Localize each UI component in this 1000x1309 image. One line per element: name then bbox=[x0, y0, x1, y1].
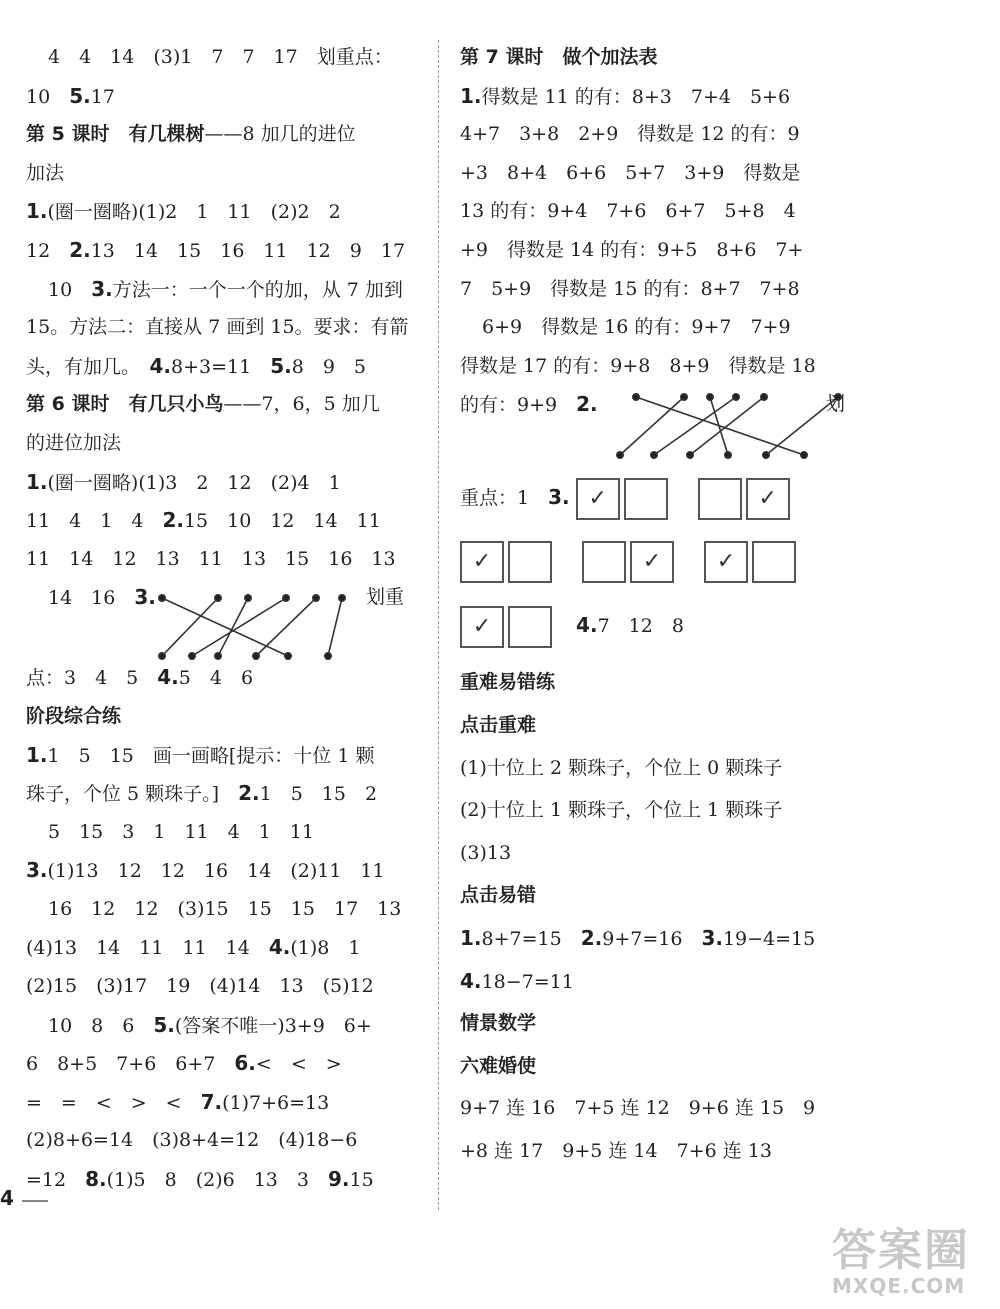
item-number: 3. bbox=[548, 485, 570, 510]
line-text: 16 12 12 (3)15 15 15 17 13 bbox=[48, 897, 402, 920]
line-text: 6 8+5 7+6 6+7 bbox=[26, 1053, 235, 1076]
line-text: 8 9 5 bbox=[291, 355, 367, 378]
connector-line bbox=[710, 397, 728, 455]
text-line bbox=[26, 890, 421, 929]
check-box: ✓ bbox=[746, 478, 790, 520]
lesson-title-sub: 加法 bbox=[26, 161, 65, 184]
subsection-title bbox=[460, 1047, 860, 1086]
text-line bbox=[26, 231, 421, 270]
text-line bbox=[26, 774, 421, 813]
lesson-title-sub: ——7，6，5 加几 bbox=[223, 393, 380, 416]
text-line bbox=[460, 154, 860, 193]
line-text: 13 14 15 16 11 12 9 17 bbox=[90, 239, 406, 262]
check-box: ✓ bbox=[630, 541, 674, 583]
text-line bbox=[26, 967, 421, 1006]
watermark-logo bbox=[832, 1214, 992, 1304]
line-text: (1)十位上 2 颗珠子，个位上 0 颗珠子 bbox=[460, 756, 783, 779]
item-number: 5. bbox=[69, 83, 91, 108]
dot bbox=[687, 452, 693, 458]
item-number: 4. bbox=[576, 613, 598, 638]
text-line bbox=[460, 270, 860, 309]
line-text: 10 8 6 bbox=[48, 1014, 154, 1037]
text-line bbox=[26, 928, 421, 967]
dot bbox=[313, 595, 319, 601]
item-number: 2. bbox=[238, 781, 260, 806]
connector-line bbox=[636, 397, 804, 455]
item-number: 6. bbox=[234, 1051, 256, 1076]
connector-line bbox=[162, 598, 218, 656]
subsection-title bbox=[460, 876, 860, 915]
item-number: 5. bbox=[153, 1012, 175, 1037]
item-number: 1. bbox=[460, 83, 482, 108]
check-box-row bbox=[460, 529, 860, 593]
connector-line bbox=[654, 397, 736, 455]
line-text: +9 得数是 14 的有：9+5 8+6 7+ bbox=[460, 238, 804, 261]
line-text: 18−7=11 bbox=[481, 970, 574, 993]
item-number: 4. bbox=[157, 665, 179, 690]
text-line bbox=[460, 749, 860, 788]
page-number-rule bbox=[22, 1200, 48, 1202]
check-box: ✓ bbox=[576, 478, 620, 520]
connector-line bbox=[690, 397, 764, 455]
line-text: 1 5 15 画一画略[提示：十位 1 颗 bbox=[47, 744, 375, 767]
check-box bbox=[582, 541, 626, 583]
item-number: 2. bbox=[162, 508, 184, 533]
connector-line bbox=[192, 598, 286, 656]
text-line bbox=[26, 1006, 421, 1045]
dot bbox=[617, 452, 623, 458]
section-title-text: 重难易错练 bbox=[460, 671, 556, 694]
text-line bbox=[460, 77, 860, 116]
dot bbox=[159, 595, 165, 601]
line-text: 12 bbox=[26, 239, 70, 262]
text-line bbox=[26, 77, 421, 116]
line-text: 珠子，个位 5 颗珠子。] bbox=[26, 783, 239, 806]
subsection-title-text: 点击重难 bbox=[460, 713, 537, 736]
text-line bbox=[460, 834, 860, 873]
text-line bbox=[26, 540, 421, 579]
line-text: 14 16 bbox=[48, 587, 135, 610]
line-text: 点：3 4 5 bbox=[26, 667, 158, 690]
line-text: 方法一：一个一个的加，从 7 加到 bbox=[112, 278, 403, 301]
dot bbox=[633, 394, 639, 400]
dot bbox=[215, 595, 221, 601]
dot bbox=[801, 452, 807, 458]
line-text: 5 4 6 bbox=[178, 667, 254, 690]
line-text: 8+7=15 bbox=[481, 927, 581, 950]
text-line bbox=[460, 231, 860, 270]
dot bbox=[651, 452, 657, 458]
connector-line bbox=[620, 397, 684, 455]
page-number: 4 bbox=[0, 1186, 14, 1210]
dot bbox=[245, 595, 251, 601]
dot bbox=[763, 452, 769, 458]
line-text: < < > bbox=[255, 1053, 342, 1076]
line-text: 6+9 得数是 16 的有：9+7 7+9 bbox=[482, 316, 791, 339]
line-text: = = < > < bbox=[26, 1091, 201, 1114]
text-line bbox=[26, 736, 421, 775]
column-divider bbox=[438, 40, 439, 1210]
right-column bbox=[460, 38, 860, 1170]
line-text: 15 bbox=[349, 1169, 374, 1192]
item-number: 1. bbox=[460, 925, 482, 950]
text-line bbox=[460, 919, 860, 958]
text-line bbox=[26, 463, 421, 502]
line-text: (圈一圈略)(1)3 2 12 (2)4 1 bbox=[47, 471, 341, 494]
text-line bbox=[26, 1160, 421, 1199]
dot bbox=[725, 452, 731, 458]
line-text: (1)7+6=13 bbox=[222, 1091, 330, 1114]
line-text: (1)5 8 (2)6 13 3 bbox=[106, 1169, 328, 1192]
line-text: (圈一圈略)(1)2 1 11 (2)2 2 bbox=[47, 201, 341, 224]
line-text: 15。方法二：直接从 7 画到 15。要求：有箭 bbox=[26, 316, 409, 339]
watermark-url: MXQE.COM bbox=[832, 1274, 966, 1298]
item-number: 5. bbox=[270, 353, 292, 378]
line-text: 划重 bbox=[366, 586, 405, 609]
line-text: 9+7 连 16 7+5 连 12 9+6 连 15 9 bbox=[460, 1097, 816, 1120]
check-box: ✓ bbox=[460, 541, 504, 583]
item-number: 4. bbox=[149, 353, 172, 378]
text-line bbox=[460, 347, 860, 386]
matching-lines-diagram bbox=[156, 590, 346, 662]
item-number: 3. bbox=[701, 925, 723, 950]
text-line bbox=[26, 270, 421, 309]
check-box bbox=[698, 478, 742, 520]
subsection-title-text: 六难婚使 bbox=[460, 1054, 537, 1077]
subsection-title-text: 点击易错 bbox=[460, 884, 537, 907]
dot bbox=[733, 394, 739, 400]
text-line bbox=[460, 385, 860, 465]
text-line bbox=[26, 851, 421, 890]
subsection-title bbox=[460, 706, 860, 745]
check-box: ✓ bbox=[460, 606, 504, 648]
section-title bbox=[26, 697, 421, 736]
line-text: 5 15 3 1 11 4 1 11 bbox=[48, 820, 314, 843]
section-title bbox=[460, 663, 860, 702]
item-number: 1. bbox=[26, 742, 48, 767]
item-number: 1. bbox=[26, 199, 48, 224]
line-text: 重点：1 bbox=[460, 487, 549, 510]
item-number: 4. bbox=[460, 968, 482, 993]
line-text: 11 14 12 13 11 13 15 16 13 bbox=[26, 547, 396, 570]
item-number: 2. bbox=[580, 925, 603, 950]
line-text: (2)十位上 1 颗珠子，个位上 1 颗珠子 bbox=[460, 799, 783, 822]
line-text: (1)13 12 12 16 14 (2)11 11 bbox=[47, 860, 385, 883]
lesson-6-title bbox=[26, 385, 421, 424]
text-line bbox=[26, 1044, 421, 1083]
line-text: 划 bbox=[826, 393, 846, 416]
item-number: 7. bbox=[200, 1089, 223, 1114]
connector-line bbox=[162, 598, 288, 656]
text-line bbox=[26, 813, 421, 852]
dot bbox=[707, 394, 713, 400]
line-text: (1)8 1 bbox=[290, 937, 361, 960]
text-line bbox=[26, 1083, 421, 1122]
section-title-text: 情景数学 bbox=[460, 1012, 537, 1035]
check-box bbox=[508, 606, 552, 648]
line-text: 7 12 8 bbox=[597, 615, 684, 638]
text-line bbox=[26, 658, 421, 697]
line-text: 10 bbox=[48, 278, 92, 301]
line-text: 17 bbox=[90, 85, 115, 108]
connector-line bbox=[328, 598, 342, 656]
dot bbox=[681, 394, 687, 400]
line-text: 的有：9+9 bbox=[460, 394, 577, 417]
line-text: 得数是 17 的有：9+8 8+9 得数是 18 bbox=[460, 354, 816, 377]
line-text: (3)13 bbox=[460, 841, 512, 864]
lesson-title-bold: 第 7 课时 做个加法表 bbox=[460, 46, 658, 68]
watermark-text: 答案圈 bbox=[832, 1225, 970, 1276]
text-line bbox=[460, 791, 860, 830]
check-box bbox=[508, 541, 552, 583]
item-number: 8. bbox=[85, 1167, 107, 1192]
item-number: 1. bbox=[26, 469, 48, 494]
item-number: 3. bbox=[134, 585, 156, 610]
lesson-7-title bbox=[460, 38, 860, 77]
text-line bbox=[26, 308, 421, 347]
text-line bbox=[26, 501, 421, 540]
text-line bbox=[26, 578, 421, 658]
check-box-row bbox=[460, 465, 860, 529]
section-title-text: 阶段综合练 bbox=[26, 704, 122, 727]
line-text: =12 bbox=[26, 1169, 86, 1192]
line-text: +8 连 17 9+5 连 14 7+6 连 13 bbox=[460, 1139, 772, 1162]
line-text: 19−4=15 bbox=[722, 927, 816, 950]
lesson-title-sub: 的进位加法 bbox=[26, 431, 122, 454]
dot bbox=[283, 595, 289, 601]
lesson-5-title bbox=[26, 115, 421, 154]
line-text: 11 4 1 4 bbox=[26, 510, 163, 533]
item-number: 3. bbox=[26, 858, 48, 883]
dot bbox=[761, 394, 767, 400]
dot bbox=[339, 595, 345, 601]
check-box: ✓ bbox=[704, 541, 748, 583]
line-text: +3 8+4 6+6 5+7 3+9 得数是 bbox=[460, 161, 801, 184]
item-number: 9. bbox=[327, 1167, 350, 1192]
text-line bbox=[460, 1132, 860, 1171]
connector-line bbox=[218, 598, 248, 656]
text-line bbox=[26, 424, 421, 463]
line-text: 10 bbox=[26, 85, 70, 108]
check-box-row bbox=[460, 593, 860, 657]
text-line bbox=[460, 115, 860, 154]
connector-line bbox=[256, 598, 316, 656]
line-text: (2)15 (3)17 19 (4)14 13 (5)12 bbox=[26, 975, 374, 998]
text-line bbox=[460, 192, 860, 231]
item-number: 2. bbox=[576, 392, 598, 417]
text-line bbox=[460, 1089, 860, 1128]
line-text: (4)13 14 11 11 14 bbox=[26, 937, 269, 960]
text-line bbox=[460, 962, 860, 1001]
text-line bbox=[26, 38, 421, 77]
text-line bbox=[26, 192, 421, 231]
item-number: 3. bbox=[91, 276, 113, 301]
item-number: 2. bbox=[69, 237, 91, 262]
line-text: 15 10 12 14 11 bbox=[183, 510, 381, 533]
lesson-title-sub: ——8 加几的进位 bbox=[204, 123, 356, 146]
line-text: 7 5+9 得数是 15 的有：8+7 7+8 bbox=[460, 277, 800, 300]
line-text: 头，有加几。 bbox=[26, 355, 150, 378]
line-text: 13 的有：9+4 7+6 6+7 5+8 4 bbox=[460, 200, 796, 223]
line-text: (答案不唯一)3+9 6+ bbox=[174, 1014, 372, 1037]
text-line bbox=[26, 1121, 421, 1160]
line-text: 得数是 11 的有：8+3 7+4 5+6 bbox=[481, 85, 791, 108]
left-column bbox=[26, 38, 421, 1199]
text-line bbox=[26, 347, 421, 386]
line-text: 9+7=16 bbox=[602, 927, 702, 950]
line-text: (2)8+6=14 (3)8+4=12 (4)18−6 bbox=[26, 1129, 358, 1152]
lesson-title-bold: 第 6 课时 有几只小鸟 bbox=[26, 393, 224, 416]
line-text: 4+7 3+8 2+9 得数是 12 的有：9 bbox=[460, 123, 800, 146]
line-text: 1 5 15 2 bbox=[259, 783, 378, 806]
matching-lines-diagram bbox=[610, 391, 850, 461]
text-line bbox=[26, 154, 421, 193]
section-title bbox=[460, 1004, 860, 1043]
line-text: 4 4 14 (3)1 7 7 17 划重点： bbox=[48, 46, 393, 68]
text-line bbox=[460, 308, 860, 347]
line-text: 8+3=11 bbox=[171, 355, 271, 378]
lesson-title-bold: 第 5 课时 有几棵树 bbox=[26, 123, 205, 146]
check-box bbox=[624, 478, 668, 520]
item-number: 4. bbox=[268, 935, 291, 960]
check-box bbox=[752, 541, 796, 583]
